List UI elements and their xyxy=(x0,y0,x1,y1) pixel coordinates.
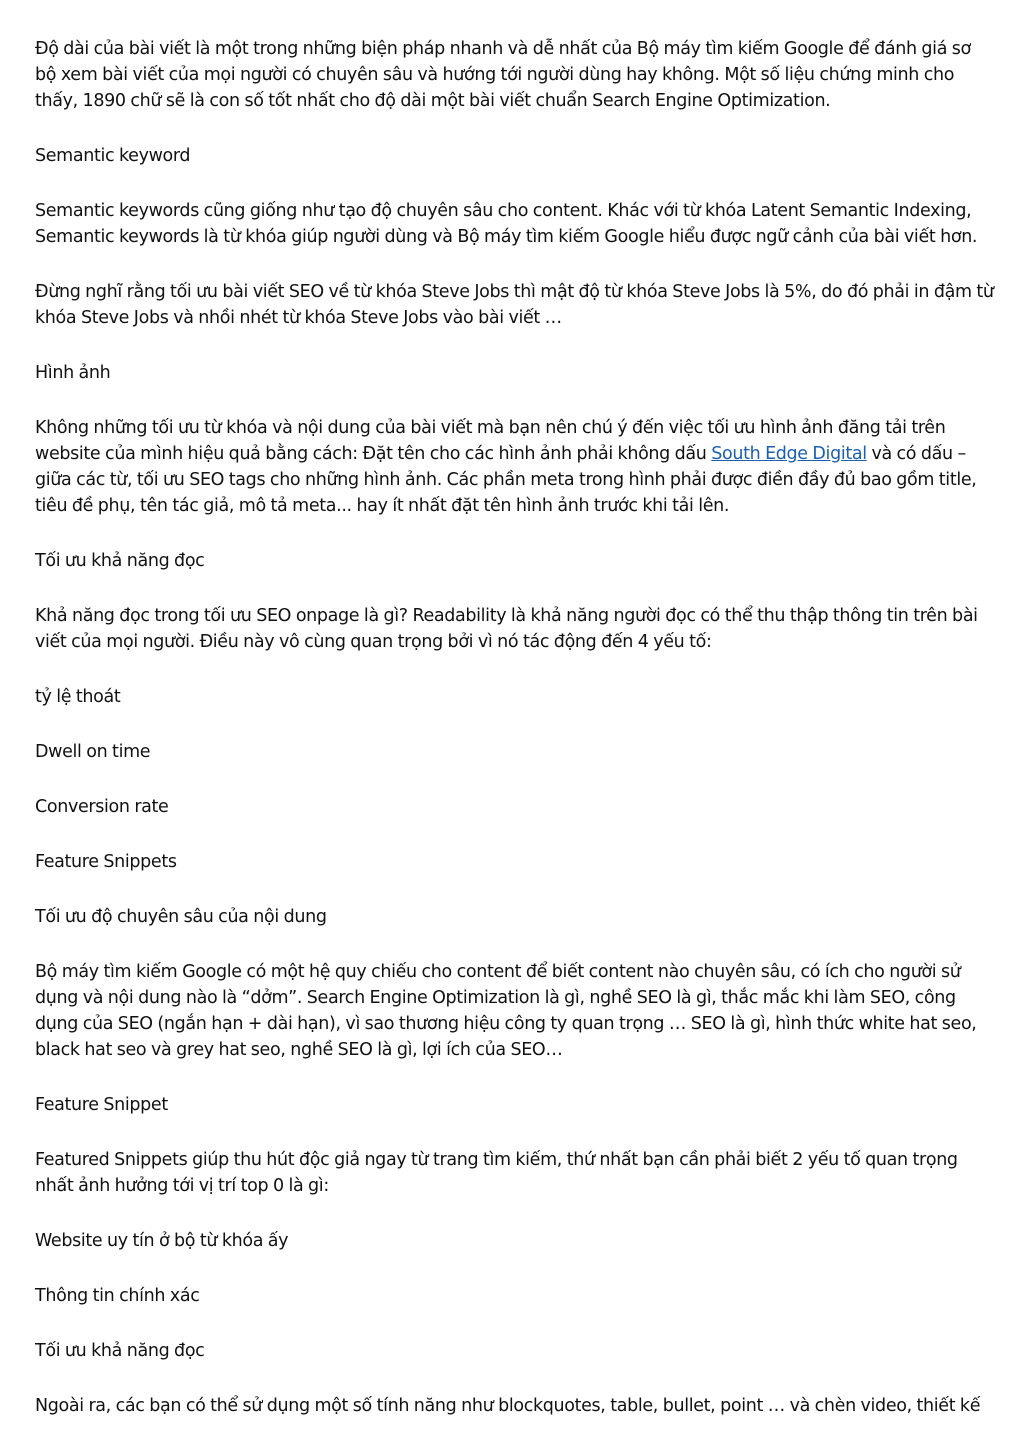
list-item-readability: Tối ưu khả năng đọc xyxy=(35,1341,205,1361)
paragraph-content-depth: Bộ máy tìm kiếm Google có một hệ quy chiếu cho content để biết content nào chuyên sâu, có ích cho người sử dụng và nội dung nào là “dởm”. Search Engine Optimization là gì, nghề SEO là gì, thắc mắc khi làm SEO, công dụng của SEO (ngắn hạn + dài hạn), vì sao thương hiệu công ty quan trọng … SEO là gì, hình thức white hat seo, black hat seo và grey hat seo, nghề SEO là gì, lợi ích của SEO… xyxy=(35,962,977,1060)
south-edge-digital-link[interactable]: South Edge Digital xyxy=(711,444,867,464)
paragraph-image-text-after: và có dấu – giữa các từ, tối ưu SEO tags cho những hình ảnh. Các phần meta trong hình phải được điền đầy đủ bao gồm title, tiêu đề phụ, tên tác giả, mô tả meta... hay ít nhất đặt tên hình ảnh trước khi tải lên. xyxy=(35,444,977,516)
paragraph-article-length: Độ dài của bài viết là một trong những biện pháp nhanh và dễ nhất của Bộ máy tìm kiếm Google để đánh giá sơ bộ xem bài viết của mọi người có chuyên sâu và hướng tới người dùng hay không. Một số liệu chứng minh cho thấy, 1890 chữ sẽ là con số tốt nhất cho độ dài một bài viết chuẩn Search Engine Optimization. xyxy=(35,39,971,111)
heading-content-depth: Tối ưu độ chuyên sâu của nội dung xyxy=(35,907,327,927)
heading-semantic-keyword: Semantic keyword xyxy=(35,146,191,166)
heading-images: Hình ảnh xyxy=(35,363,111,383)
list-item-feature-snippets: Feature Snippets xyxy=(35,852,177,872)
paragraph-keyword-density: Đừng nghĩ rằng tối ưu bài viết SEO về từ khóa Steve Jobs thì mật độ từ khóa Steve Jobs là 5%, do đó phải in đậm từ khóa Steve Jobs và nhồi nhét từ khóa Steve Jobs vào bài viết … xyxy=(35,282,994,328)
paragraph-semantic-keywords: Semantic keywords cũng giống như tạo độ chuyên sâu cho content. Khác với từ khóa Latent Semantic Indexing, Semantic keywords là từ khóa giúp người dùng và Bộ máy tìm kiếm Google hiểu được ngữ cảnh của bài viết hơn. xyxy=(35,201,978,247)
paragraph-additional-features: Ngoài ra, các bạn có thể sử dụng một số tính năng như blockquotes, table, bullet, point … và chèn video, thiết kế xyxy=(35,1396,981,1416)
heading-feature-snippet: Feature Snippet xyxy=(35,1095,168,1115)
paragraph-image-text-before: Không những tối ưu từ khóa và nội dung của bài viết mà bạn nên chú ý đến việc tối ưu hình ảnh đăng tải trên website của mình hiệu quả bằng cách: Đặt tên cho các hình ảnh phải không dấu xyxy=(35,418,946,464)
list-item-conversion-rate: Conversion rate xyxy=(35,797,169,817)
list-item-accurate-info: Thông tin chính xác xyxy=(35,1286,200,1306)
paragraph-featured-snippets: Featured Snippets giúp thu hút độc giả ngay từ trang tìm kiếm, thứ nhất bạn cần phải biết 2 yếu tố quan trọng nhất ảnh hưởng tới vị trí top 0 là gì: xyxy=(35,1150,958,1196)
list-item-reputable-website: Website uy tín ở bộ từ khóa ấy xyxy=(35,1231,289,1251)
paragraph-readability: Khả năng đọc trong tối ưu SEO onpage là gì? Readability là khả năng người đọc có thể thu thập thông tin trên bài viết của mọi người. Điều này vô cùng quan trọng bởi vì nó tác động đến 4 yếu tố: xyxy=(35,606,978,652)
heading-readability: Tối ưu khả năng đọc xyxy=(35,551,205,571)
list-item-bounce-rate: tỷ lệ thoát xyxy=(35,687,121,707)
paragraph-image-optimization xyxy=(35,415,995,519)
document-body xyxy=(35,36,995,1419)
list-item-dwell-time: Dwell on time xyxy=(35,742,151,762)
